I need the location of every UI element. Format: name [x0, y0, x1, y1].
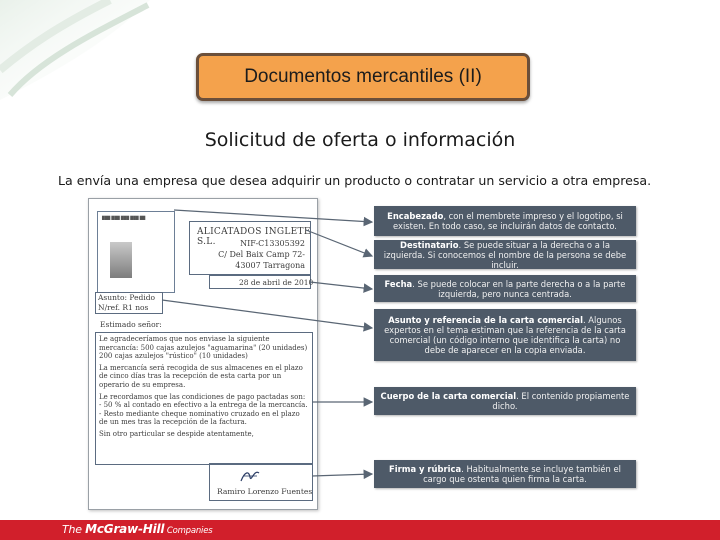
description-text: La envía una empresa que desea adquirir un producto o contratar un servicio a otra empresa.: [58, 173, 652, 188]
letterhead-logo-box: ███ ███ ███ ███ ██: [97, 211, 175, 293]
body-paragraph: La mercancía será recogida de sus almacenes en el plazo de cinco días tras la recepción de esta carta por un operario de su empresa.: [99, 363, 303, 389]
body-paragraph: Le recordamos que las condiciones de pago pactadas son: - 50 % al contado en efectivo a la entrega de la mercancía. - Resto mediante cheque nominativo cruzado en el plazo de un mes tras la recepción de la factura.: [99, 392, 308, 427]
note-date: Fecha. Se puede colocar en la parte derecha o a la parte izquierda, pero nunca centrada.: [374, 275, 636, 302]
letter-body: [99, 335, 309, 442]
greeting: Estimado señor:: [100, 320, 162, 329]
logo-image: [110, 242, 132, 278]
note-signature: Firma y rúbrica. Habitualmente se incluye también el cargo que ostenta quien firma la carta.: [374, 460, 636, 488]
signature-scribble: [239, 467, 261, 485]
arrow-signature: [312, 474, 372, 476]
page-subtitle: Solicitud de oferta o información: [204, 129, 516, 151]
closing-line: Sin otro particular se despide atentamente,: [99, 429, 254, 438]
body-paragraph: Le agradeceríamos que nos enviase la siguiente mercancía: 500 cajas azulejos "aguamarina" (20 unidades) 200 cajas azulejos "rústico" (10 unidades): [99, 335, 308, 361]
arrow-date: [310, 282, 372, 289]
company-name: ALICATADOS INGLETE S.L.: [197, 227, 311, 247]
note-recipient: Destinatario. Se puede situar a la derecha o a la izquierda. Si conocemos el nombre de la persona se debe incluir.: [374, 240, 636, 269]
note-body: Cuerpo de la carta comercial. El contenido propiamente dicho.: [374, 387, 636, 415]
reference-line: N/ref. R1 nos: [98, 303, 149, 312]
publisher-logo: The McGraw-Hill Companies: [62, 522, 213, 536]
subject-line: Asunto: Pedido: [98, 293, 156, 302]
signer-name: Ramiro Lorenzo Fuentes: [217, 487, 313, 496]
company-address: C/ Del Baix Camp 72-: [218, 250, 305, 259]
company-nif: NIF-C13305392: [240, 239, 305, 248]
page-title: Documentos mercantiles (II): [244, 66, 482, 87]
note-subject: Asunto y referencia de la carta comercial. Algunos expertos en el tema estiman que la referencia de la carta comercial (un código interno que identifica la carta) no debe de aparecer en la copia enviada.: [374, 309, 636, 361]
decorative-swirl: [0, 0, 150, 100]
note-header: Encabezado, con el membrete impreso y el logotipo, si existen. En todo caso, se incluirán datos de contacto.: [374, 206, 636, 236]
company-city: 43007 Tarragona: [235, 261, 305, 270]
letter-date: 28 de abril de 2010: [239, 278, 314, 287]
title-box: [196, 53, 530, 101]
letter-document: [88, 198, 318, 510]
